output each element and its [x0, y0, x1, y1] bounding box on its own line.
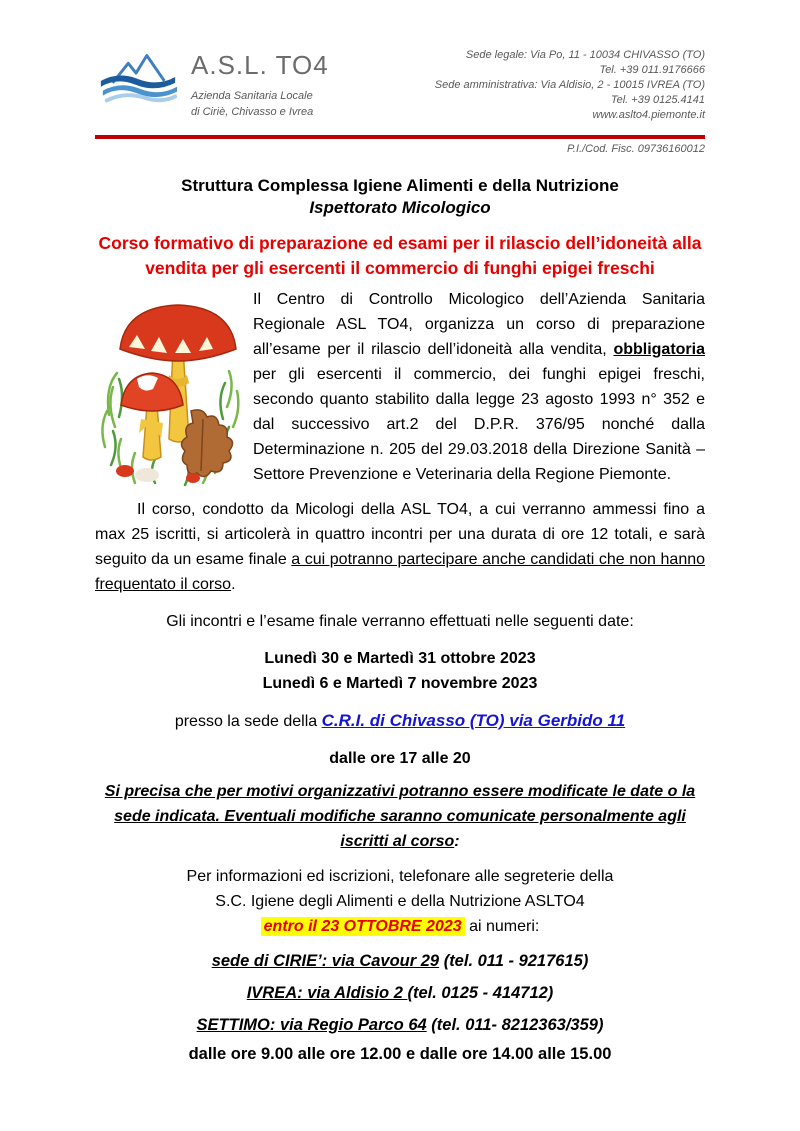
contact-website: www.aslto4.piemonte.it [592, 109, 705, 121]
office-settimo-name: SETTIMO: via Regio Parco 64 [196, 1016, 427, 1034]
org-subtitle-line1: Azienda Sanitaria Locale [191, 90, 313, 102]
mandatory-emphasis: obbligatoria [613, 341, 705, 358]
info-block [95, 864, 705, 939]
brand-text [191, 46, 329, 120]
venue-link[interactable]: C.R.I. di Chivasso (TO) via Gerbido 11 [321, 711, 626, 730]
course-dates [95, 646, 705, 696]
asl-logo-icon [95, 46, 181, 108]
intro-section [95, 287, 705, 487]
office-cirie-name: sede di CIRIE’: via Cavour 29 [211, 952, 440, 970]
org-subtitle [191, 88, 329, 120]
exam-open-underlined: a cui potranno partecipare anche candidati che non hanno frequentato il corso [95, 551, 706, 593]
header-divider [95, 135, 705, 139]
venue-line [95, 708, 705, 734]
course-details-text-1: Il corso, condotto da Micologi della ASL TO4, a cui verranno ammessi fino a max 25 iscritti, si articolerà in quattro incontri per una durata di ore 12 totali, e sarà seguito da un esame finale [95, 501, 705, 568]
course-date-2: Lunedì 6 e Martedì 7 novembre 2023 [262, 675, 538, 692]
intro-text-2: per gli esercenti il commercio, dei funghi epigei freschi, secondo quanto stabilito dalla legge 23 agosto 1993 n° 352 e dal successivo art.2 del D.P.R. 376/95 nonché dalla Determinazione n. 205 del 29.03.2018 della Direzione Sanità – Settore Prevenzione e Veterinaria della Regione Piemonte. [253, 366, 705, 483]
contact-legal-address: Sede legale: Via Po, 11 - 10034 CHIVASSO (TO) [465, 49, 705, 61]
course-time: dalle ore 17 alle 20 [329, 750, 471, 767]
info-suffix: ai numeri: [464, 918, 540, 935]
office-hours: dalle ore 9.00 alle ore 12.00 e dalle ore 14.00 alle 15.00 [188, 1045, 612, 1063]
organizational-notice [95, 779, 705, 854]
deadline-highlight: entro il 23 OTTOBRE 2023 [261, 917, 465, 936]
info-line-1: Per informazioni ed iscrizioni, telefonare alle segreterie della [186, 868, 614, 885]
venue-prefix: presso la sede della [174, 713, 322, 730]
intro-text-1: Il Centro di Controllo Micologico dell’Azienda Sanitaria Regionale ASL TO4, organizza un corso di preparazione all’esame per il rilascio dell’idoneità alla vendita, [253, 291, 705, 358]
org-subtitle-line2: di Ciriè, Chivasso e Ivrea [191, 106, 314, 118]
notice-suffix: : [454, 833, 460, 850]
office-cirie-phone: (tel. 011 - 9217615) [439, 952, 589, 970]
contact-phone-2: Tel. +39 0125.4141 [610, 94, 705, 106]
brand-block [95, 46, 329, 120]
contact-phone-1: Tel. +39 011.9176666 [599, 64, 705, 76]
office-title: Ispettorato Micologico [309, 198, 491, 217]
contact-admin-address: Sede amministrativa: Via Aldisio, 2 - 10015 IVREA (TO) [434, 79, 705, 91]
mushrooms-illustration [95, 287, 245, 487]
info-line-3 [95, 914, 705, 939]
department-title: Struttura Complessa Igiene Alimenti e della Nutrizione [181, 176, 619, 195]
course-title: Corso formativo di preparazione ed esami per il rilascio dell’idoneità alla vendita per gli esercenti il commercio di funghi epigei freschi [98, 233, 702, 278]
org-name: A.S.L. TO4 [191, 50, 329, 80]
notice-underlined: Si precisa che per motivi organizzativi potranno essere modificate le date o la sede indicata. Eventuali modifiche saranno comunicate personalmente agli iscritti al corso [104, 783, 696, 850]
course-details-paragraph [95, 497, 705, 597]
info-line-2: S.C. Igiene degli Alimenti e della Nutrizione ASLTO4 [215, 893, 585, 910]
fiscal-code: P.I./Cod. Fisc. 09736160012 [566, 143, 705, 155]
office-settimo-phone: (tel. 011- 8212363/359) [426, 1016, 604, 1034]
mushrooms-icon [95, 287, 245, 487]
dates-intro: Gli incontri e l’esame finale verranno effettuati nelle seguenti date: [166, 613, 634, 630]
office-cirie [95, 952, 705, 971]
contact-block [435, 46, 705, 123]
course-details-text-2: . [231, 576, 236, 593]
office-ivrea [95, 984, 705, 1003]
office-settimo [95, 1016, 705, 1035]
office-ivrea-name: IVREA: via Aldisio 2 [246, 984, 408, 1002]
course-date-1: Lunedì 30 e Martedì 31 ottobre 2023 [264, 650, 536, 667]
intro-paragraph [253, 287, 705, 487]
letterhead [95, 46, 705, 123]
office-ivrea-phone: (tel. 0125 - 414712) [407, 984, 554, 1002]
